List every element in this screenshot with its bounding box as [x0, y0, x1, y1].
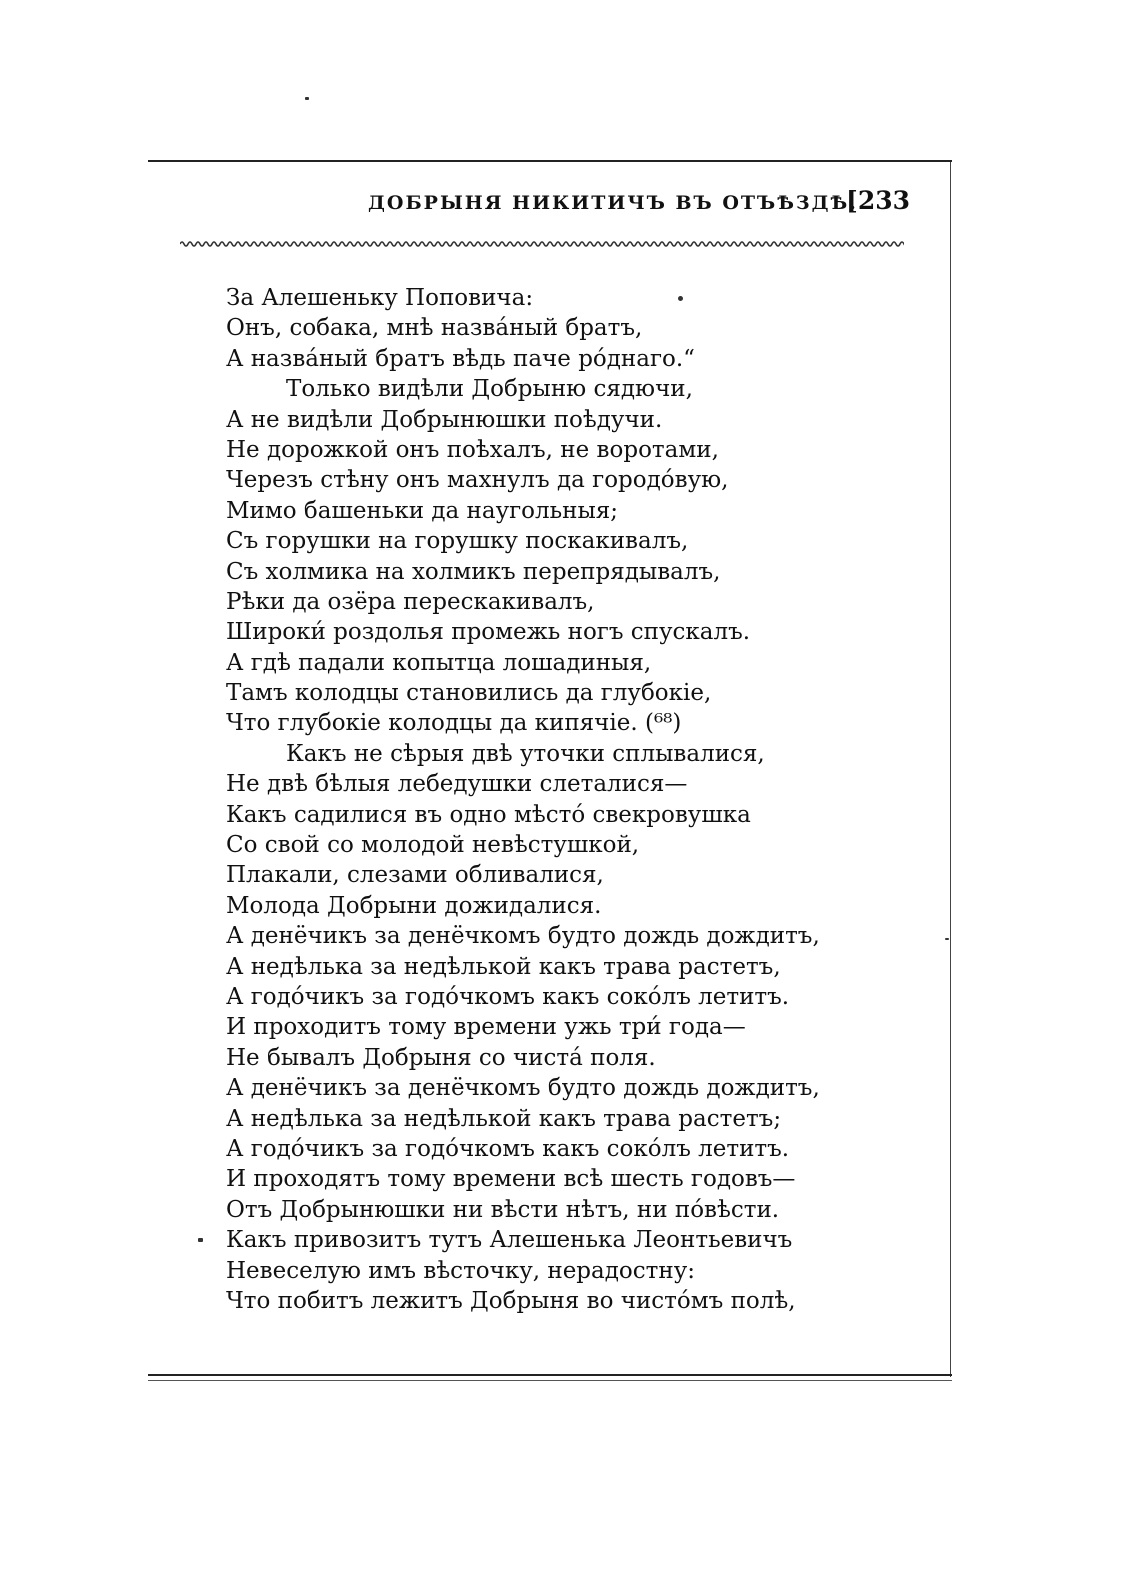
- bottom-rule-thin: [148, 1380, 952, 1381]
- verse-line: Только видѣли Добрыню сядючи,: [286, 376, 693, 403]
- verse-line: Со свой со молодой невѣстушкой,: [226, 832, 640, 859]
- verse-line: Тамъ колодцы становились да глубокіе,: [226, 680, 712, 707]
- verse-line: Плакали, слезами обливалися,: [226, 862, 604, 889]
- page-number: [233: [846, 186, 911, 215]
- verse-line: И проходятъ тому времени всѣ шесть годовъ—: [226, 1166, 796, 1193]
- verse-line: И проходитъ тому времени ужь три́ года—: [226, 1014, 746, 1041]
- scan-speck: [678, 296, 683, 301]
- verse-line: А годо́чикъ за годо́чкомъ какъ соко́лъ летитъ.: [226, 1135, 790, 1162]
- verse-line: Какъ привозитъ тутъ Алешенька Леонтьевичъ: [226, 1227, 793, 1254]
- verse-line: Не бывалъ Добрыня со чиста́ поля.: [226, 1044, 656, 1071]
- verse-line: А назва́ный братъ вѣдь паче ро́днаго.“: [226, 345, 695, 372]
- verse-line: А гдѣ падали копытца лошадиныя,: [226, 649, 652, 676]
- verse-line: А денёчикъ за денёчкомъ будто дождь дождитъ,: [226, 923, 820, 950]
- verse-line: Что побитъ лежитъ Добрыня во чисто́мъ полѣ,: [226, 1287, 796, 1314]
- verse-line: А недѣлька за недѣлькой какъ трава растетъ;: [226, 1105, 782, 1132]
- scan-speck: [305, 97, 309, 100]
- running-head: ДОБРЫНЯ НИКИТИЧЪ ВЪ ОТЪѢЗДѢ.: [368, 192, 858, 214]
- verse-line: Не дорожкой онъ поѣхалъ, не воротами,: [226, 436, 719, 463]
- verse-line: Что глубокіе колодцы да кипячіе. (⁶⁸): [226, 710, 682, 737]
- verse-line: Невеселую имъ вѣсточку, нерадостну:: [226, 1257, 695, 1284]
- verse-line: Съ холмика на холмикъ перепрядывалъ,: [226, 558, 721, 585]
- top-rule: [148, 160, 952, 162]
- verse-line: Онъ, собака, мнѣ назва́ный братъ,: [226, 315, 643, 342]
- verse-line: Молода Добрыни дожидалися.: [226, 892, 602, 919]
- verse-line: За Алешеньку Поповича:: [226, 285, 534, 311]
- verse-line: Рѣки да озёра перескакивалъ,: [226, 588, 595, 615]
- bottom-rule: [148, 1374, 952, 1376]
- scan-speck: [945, 938, 949, 940]
- verse-line: Какъ садилися въ одно мѣсто́ свекровушка: [226, 801, 751, 828]
- verse-line: Отъ Добрынюшки ни вѣсти нѣтъ, ни по́вѣсти.: [226, 1196, 780, 1223]
- verse-line: А недѣлька за недѣлькой какъ трава растетъ,: [226, 953, 781, 980]
- verse-line: Мимо башеньки да наугольныя;: [226, 497, 619, 524]
- verse-line: Черезъ стѣну онъ махнулъ да городо́вую,: [226, 467, 729, 494]
- verse-line: Съ горушки на горушку поскакивалъ,: [226, 528, 689, 555]
- verse-line: Какъ не сѣрыя двѣ уточки сплывалися,: [286, 740, 765, 767]
- verse-line: Не двѣ бѣлыя лебедушки слеталися—: [226, 771, 688, 798]
- verse-line: А денёчикъ за денёчкомъ будто дождь дождитъ,: [226, 1075, 820, 1102]
- verse-text: [226, 283, 926, 1316]
- verse-line: А не видѣли Добрынюшки поѣдучи.: [226, 406, 663, 433]
- right-margin-rule: [950, 162, 951, 1377]
- verse-line: А годо́чикъ за годо́чкомъ какъ соко́лъ летитъ.: [226, 983, 790, 1010]
- scan-speck: [198, 1238, 203, 1242]
- verse-line: Широки́ роздолья промежь ногъ спускалъ.: [226, 619, 751, 646]
- ornamental-wavy-rule: [180, 238, 904, 250]
